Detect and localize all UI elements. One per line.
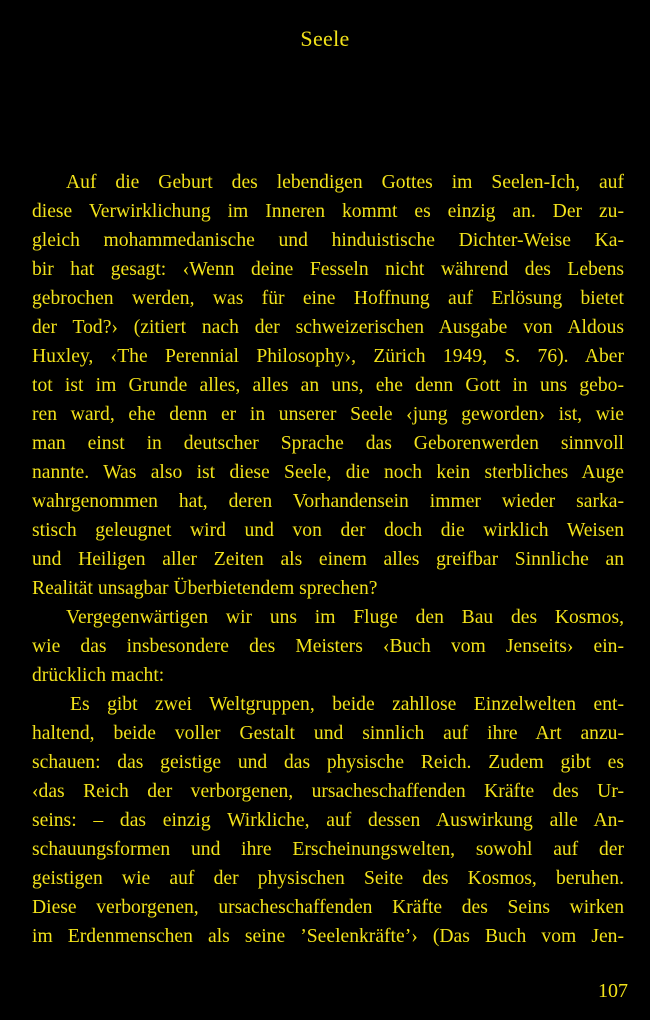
text-line: geistigen wie auf der physischen Seite des Kosmos, beruhen. xyxy=(32,868,624,889)
text-line: Realität unsagbar Überbietendem sprechen? xyxy=(32,578,378,599)
text-line: Es gibt zwei Weltgruppen, beide zahllose Einzelwelten ent- xyxy=(70,694,624,715)
text-line: und Heiligen aller Zeiten als einem alles greifbar Sinnliche an xyxy=(32,549,624,570)
text-line: der Tod?› (zitiert nach der schweizerischen Ausgabe von Aldous xyxy=(32,317,624,338)
page-number: 107 xyxy=(598,980,628,1002)
text-line: tot ist im Grunde alles, alles an uns, ehe denn Gott in uns gebo- xyxy=(32,375,624,396)
text-line: ‹das Reich der verborgenen, ursacheschaffenden Kräfte des Ur- xyxy=(32,781,624,802)
text-line: schauungsformen und ihre Erscheinungswelten, sowohl auf der xyxy=(32,839,624,860)
text-line: gleich mohammedanische und hinduistische Dichter-Weise Ka- xyxy=(32,230,624,251)
text-line: wahrgenommen hat, deren Vorhandensein immer wieder sarka- xyxy=(32,491,624,512)
text-line: Auf die Geburt des lebendigen Gottes im Seelen-Ich, auf xyxy=(66,172,624,193)
text-line: haltend, beide voller Gestalt und sinnlich auf ihre Art anzu- xyxy=(32,723,624,744)
text-line: Huxley, ‹The Perennial Philosophy›, Zürich 1949, S. 76). Aber xyxy=(32,346,624,367)
text-line: schauen: das geistige und das physische Reich. Zudem gibt es xyxy=(32,752,624,773)
text-line: bir hat gesagt: ‹Wenn deine Fesseln nicht während des Lebens xyxy=(32,259,624,280)
text-line: Vergegenwärtigen wir uns im Fluge den Bau des Kosmos, xyxy=(66,607,624,628)
text-line: gebrochen werden, was für eine Hoffnung auf Erlösung bietet xyxy=(32,288,624,309)
text-line: diese Verwirklichung im Inneren kommt es einzig an. Der zu- xyxy=(32,201,624,222)
text-line: man einst in deutscher Sprache das Geborenwerden sinnvoll xyxy=(32,433,624,454)
running-title: Seele xyxy=(300,26,350,51)
text-line: seins: – das einzig Wirkliche, auf dessen Auswirkung alle An- xyxy=(32,810,624,831)
text-line: im Erdenmenschen als seine ’Seelenkräfte’› (Das Buch vom Jen- xyxy=(32,926,624,947)
text-line: drücklich macht: xyxy=(32,665,165,686)
text-line: ren ward, ehe denn er in unserer Seele ‹jung geworden› ist, wie xyxy=(32,404,624,425)
text-line: Diese verborgenen, ursacheschaffenden Kräfte des Seins wirken xyxy=(32,897,624,918)
text-line: nannte. Was also ist diese Seele, die noch kein sterbliches Auge xyxy=(32,462,624,483)
text-line: wie das insbesondere des Meisters ‹Buch vom Jenseits› ein- xyxy=(32,636,624,657)
text-line: stisch geleugnet wird und von der doch die wirklich Weisen xyxy=(32,520,624,541)
body-text xyxy=(32,168,624,951)
